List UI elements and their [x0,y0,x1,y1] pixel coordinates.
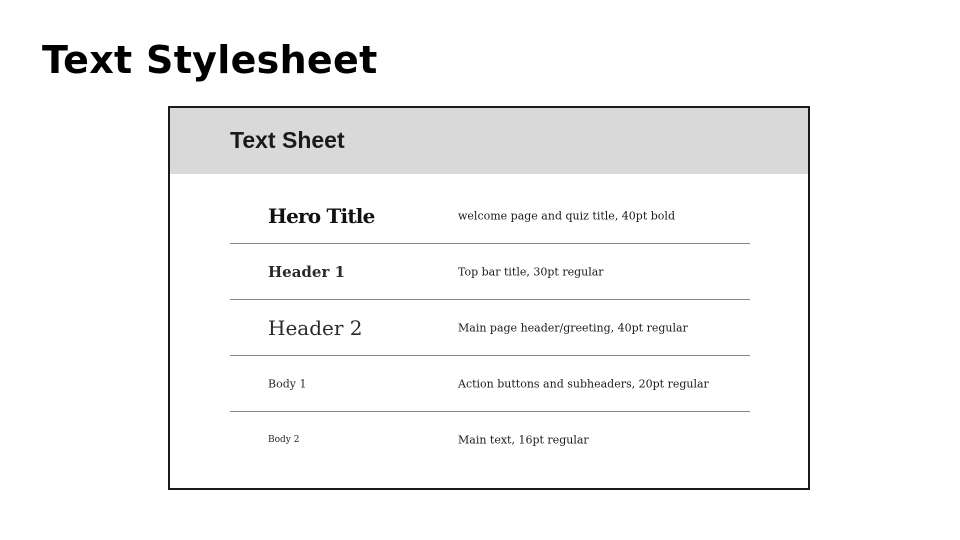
style-description-body-1: Action buttons and subheaders, 20pt regular [458,377,709,390]
sheet-header-title: Text Sheet [230,127,345,153]
style-row-header-1 [230,244,750,300]
style-description-hero-title: welcome page and quiz title, 40pt bold [458,209,675,222]
style-row-body-1 [230,356,750,412]
style-row-header-2 [230,300,750,356]
style-sample-header-1: Header 1 [268,262,346,281]
style-sample-hero-title: Hero Title [268,203,375,228]
style-sample-body-1: Body 1 [268,377,307,390]
style-description-header-1: Top bar title, 30pt regular [458,265,604,278]
style-description-body-2: Main text, 16pt regular [458,433,589,447]
style-row-hero-title [230,188,750,244]
style-sample-body-2: Body 2 [268,435,300,445]
style-sample-header-2: Header 2 [268,315,363,340]
slide-title: Text Stylesheet [42,38,378,82]
text-sheet-card [168,106,810,490]
text-style-table [230,188,750,468]
style-description-header-2: Main page header/greeting, 40pt regular [458,321,688,334]
style-row-body-2 [230,412,750,468]
sheet-header-band [170,108,808,174]
